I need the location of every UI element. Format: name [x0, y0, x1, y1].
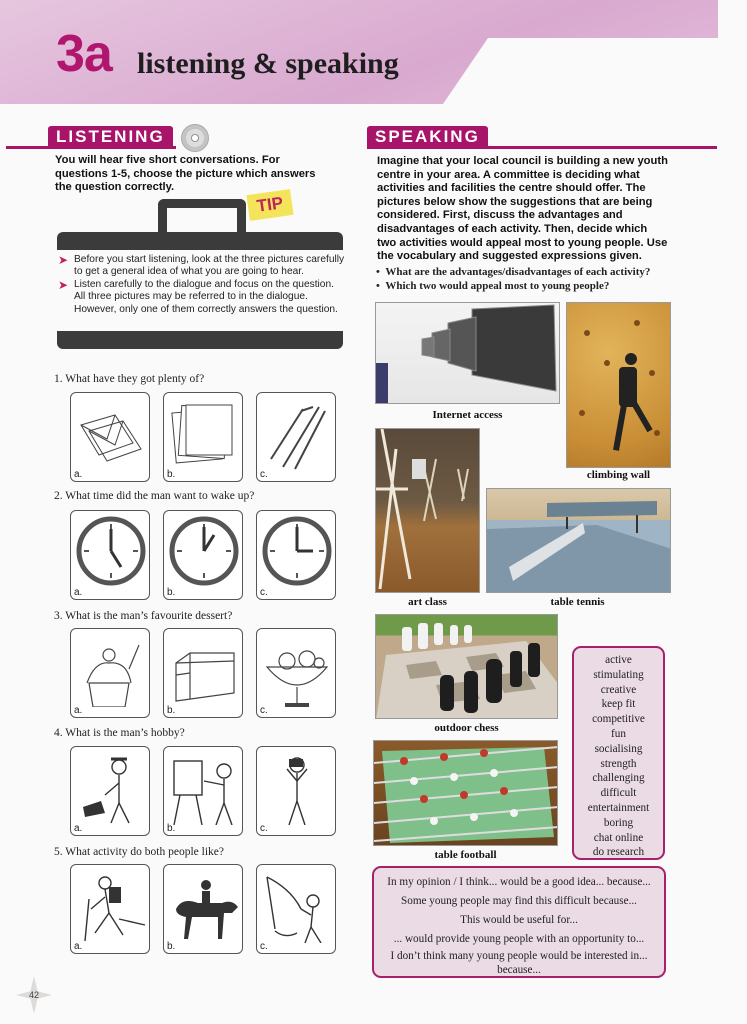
vocab-item: keep fit: [601, 698, 636, 711]
hiker-icon: [75, 869, 147, 943]
expressions-box: [372, 866, 666, 978]
pens-icon: [261, 397, 333, 471]
gardener-icon: [75, 751, 147, 825]
briefcase-bottom: [57, 331, 343, 349]
cd-icon: [181, 124, 209, 152]
vocab-item: stimulating: [593, 668, 644, 681]
expression-item: ... would provide young people with an opportunity to...: [393, 933, 645, 945]
ping-pong-tables-icon: [487, 489, 671, 593]
clock-icon: [261, 515, 333, 589]
briefcase-top: [57, 232, 343, 250]
fruit-bowl-icon: [261, 633, 333, 707]
vocab-item: entertainment: [587, 801, 650, 814]
climber-icon: [567, 303, 671, 468]
clock-icon: [75, 515, 147, 589]
tip-item: [58, 254, 346, 279]
q4-option-c[interactable]: c.: [256, 746, 336, 836]
q5-option-a[interactable]: a.: [70, 864, 150, 954]
arrow-icon: ➤: [58, 277, 69, 292]
foosball-table-icon: [374, 741, 558, 846]
table-tennis-caption: table tennis: [550, 596, 605, 608]
painter-easel-icon: [168, 751, 240, 825]
vocab-item: challenging: [592, 772, 645, 785]
climbing-wall-photo: [566, 302, 671, 468]
ice-cream-icon: [75, 633, 147, 707]
tip-list: [58, 254, 346, 316]
clock-icon: [168, 515, 240, 589]
internet-access-photo: [375, 302, 560, 404]
climbing-wall-caption: climbing wall: [586, 469, 651, 481]
tip-text: Before you start listening, look at the three pictures carefully to get a general idea of what you are going to hear.: [74, 254, 345, 278]
q5-option-b[interactable]: b.: [163, 864, 243, 954]
vocab-item: active: [605, 654, 632, 666]
tip-item: [58, 279, 346, 316]
tip-text: Listen carefully to the dialogue and focus on the question. All three pictures may be referred to in the dialogue. However, only one of them correctly answers the question.: [74, 278, 338, 315]
vocab-item: chat online: [593, 831, 644, 844]
table-football-caption: table football: [434, 849, 497, 861]
vocab-item: competitive: [592, 713, 645, 726]
internet-access-caption: Internet access: [432, 409, 503, 421]
chess-board-icon: [376, 615, 558, 719]
vocab-item: socialising: [594, 742, 643, 755]
tip-badge: TIP: [246, 189, 293, 221]
question-2: 2. What time did the man want to wake up?: [54, 490, 255, 502]
vocab-item: fun: [611, 727, 626, 740]
speaking-instructions: Imagine that your local council is building a new youth centre in your area. A committee is deciding what activities and facilities the centre should offer. The pictures below show the suggestions that are being considered. First, discuss the advantages and disadvantages of each activity. Then, decide which two activities would appeal most to young people. Use the vocabulary and suggested expressions given.: [377, 155, 668, 263]
listening-instructions: You will hear five short conversations. For questions 1-5, choose the picture which answers the question correctly.: [55, 154, 316, 194]
question-5: 5. What activity do both people like?: [54, 846, 225, 858]
expression-item: I don’t think many young people would be interested in... because...: [390, 950, 648, 976]
q2-option-b[interactable]: b.: [163, 510, 243, 600]
vocabulary-box: [572, 646, 665, 860]
outdoor-chess-caption: outdoor chess: [434, 722, 499, 734]
q2-option-c[interactable]: c.: [256, 510, 336, 600]
vocab-item: strength: [600, 757, 637, 770]
q3-option-c[interactable]: c.: [256, 628, 336, 718]
q4-option-b[interactable]: b.: [163, 746, 243, 836]
question-4: 4. What is the man’s hobby?: [54, 727, 185, 739]
speaking-rule: [367, 146, 717, 149]
q1-option-b[interactable]: b.: [163, 392, 243, 482]
table-football-photo: [373, 740, 558, 846]
listening-rule: [6, 146, 176, 149]
vocab-item: do research: [592, 846, 645, 859]
computer-monitors-icon: [376, 303, 560, 404]
q1-option-c[interactable]: c.: [256, 392, 336, 482]
listening-tab: LISTENING: [48, 126, 173, 148]
q1-option-a[interactable]: a.: [70, 392, 150, 482]
page-number: 42: [28, 990, 39, 1000]
easels-icon: [376, 429, 480, 593]
art-class-photo: [375, 428, 480, 593]
speaking-tab: SPEAKING: [367, 126, 488, 148]
expression-item: Some young people may find this difficult because...: [401, 895, 637, 907]
vocab-item: difficult: [600, 787, 637, 800]
question-1: 1. What have they got plenty of?: [54, 373, 205, 385]
unit-title: listening & speaking: [137, 47, 399, 80]
paper-stack-icon: [168, 397, 240, 467]
arrow-icon: ➤: [58, 253, 69, 267]
table-tennis-photo: [486, 488, 671, 593]
art-class-caption: art class: [408, 596, 447, 608]
vocab-item: creative: [600, 683, 637, 696]
speaking-bullet: • What are the advantages/disadvantages of each activity?: [376, 266, 651, 278]
envelopes-icon: [75, 397, 147, 467]
expression-item: This would be useful for...: [460, 914, 578, 926]
outdoor-chess-photo: [375, 614, 558, 719]
q3-option-b[interactable]: b.: [163, 628, 243, 718]
horse-rider-icon: [168, 869, 240, 943]
q3-option-a[interactable]: a.: [70, 628, 150, 718]
cake-icon: [168, 633, 240, 707]
q2-option-a[interactable]: a.: [70, 510, 150, 600]
q4-option-a[interactable]: a.: [70, 746, 150, 836]
fisherman-icon: [261, 869, 333, 943]
expression-item: In my opinion / I think... would be a good idea... because...: [387, 876, 651, 888]
q5-option-c[interactable]: c.: [256, 864, 336, 954]
vocab-item: boring: [603, 816, 634, 829]
unit-number: 3a: [56, 25, 112, 83]
speaking-bullet: • Which two would appeal most to young people?: [376, 280, 610, 292]
photographer-icon: [261, 751, 333, 825]
question-3: 3. What is the man’s favourite dessert?: [54, 610, 233, 622]
